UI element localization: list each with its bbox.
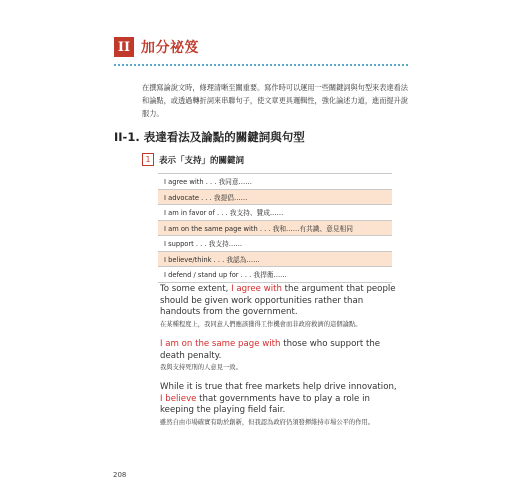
phrase-row: I am in favor of . . . 我支持、贊成……: [158, 205, 392, 221]
item-title: 表示「支持」的關鍵詞: [159, 155, 245, 166]
section-title: 加分祕笈: [141, 40, 199, 56]
highlighted-phrase: I am on the same page with: [160, 339, 281, 349]
phrase-table: [158, 173, 392, 283]
item-heading: [142, 153, 244, 166]
example-sentence: [160, 339, 400, 373]
phrase-row: I believe/think . . . 我認為……: [158, 252, 392, 268]
phrase-row: I advocate . . . 我提倡……: [158, 190, 392, 206]
example-sentence: [160, 284, 400, 330]
section-header: [114, 36, 199, 58]
phrase-row: I support . . . 我支持……: [158, 236, 392, 252]
dotted-divider: [114, 64, 408, 66]
example-translation: 雖然自由市場確實有助於創新，但我認為政府仍須發揮維持市場公平的作用。: [160, 418, 375, 426]
intro-paragraph: 在撰寫論說文時，條理清晰至關重要。寫作時可以運用一些關鍵詞與句型來表達看法和論點，或透過轉折詞來串聯句子，使文章更具邏輯性，強化論述力道，進而提升說服力。: [142, 83, 408, 118]
example-translation: 我與支持死刑的人意見一致。: [160, 364, 242, 371]
phrase-row: I am on the same page with . . . 我和……有共識、意見相同: [158, 221, 392, 237]
phrase-row: I defend / stand up for . . . 我捍衛……: [158, 267, 392, 283]
highlighted-phrase: I believe: [160, 393, 197, 404]
example-english: I am on the same page with those who support the death penalty.: [160, 339, 381, 361]
example-sentence: [160, 382, 400, 428]
subheading: II-1. 表達看法及論點的關鍵詞與句型: [114, 130, 305, 144]
example-translation: 在某種程度上，我同意人們應該獲得工作機會而非政府救濟的這個論點。: [160, 320, 362, 328]
item-number-badge: 1: [142, 153, 154, 166]
section-number-badge: II: [114, 37, 134, 57]
page-number: 208: [113, 471, 127, 479]
example-english: To some extent, I agree with the argument that people should be given work opportunities rather than handouts from the government.: [160, 284, 396, 317]
phrase-row: I agree with . . . 我同意……: [158, 174, 392, 190]
highlighted-phrase: I agree with: [231, 284, 282, 294]
example-english: While it is true that free markets help drive innovation, I believe that governments have to play a role in keeping the playing field fair.: [160, 382, 397, 415]
